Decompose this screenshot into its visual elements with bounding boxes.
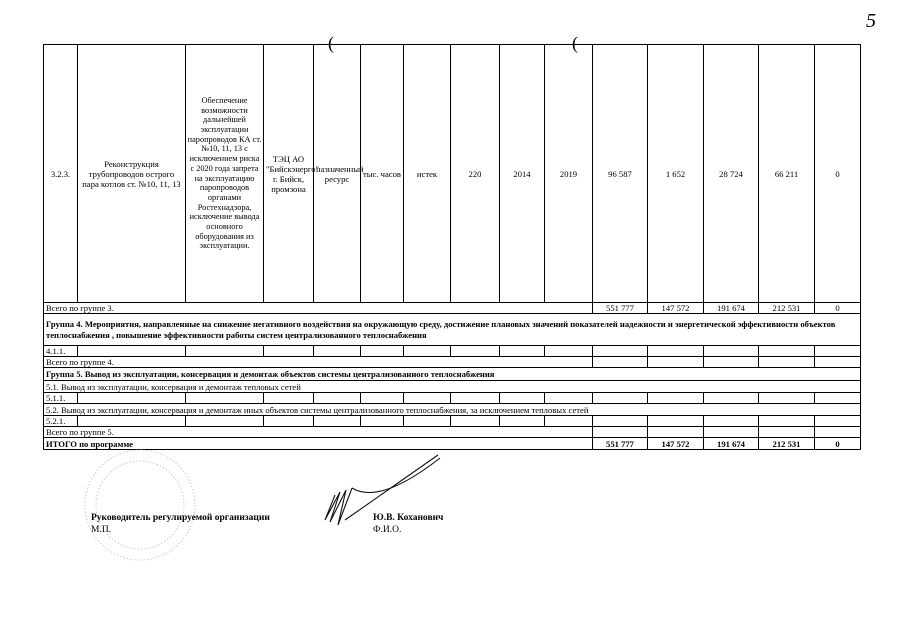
group-total-label: Всего по группе 3. — [44, 303, 593, 314]
cost-4: 0 — [815, 303, 861, 314]
cost-2: 191 674 — [704, 438, 759, 450]
indicator-status: истек — [404, 45, 451, 303]
program-total-row — [44, 438, 861, 450]
stamp-icon — [85, 450, 195, 560]
indicator-value: 220 — [451, 45, 500, 303]
project-name: Реконструкция трубопроводов острого пара котлов ст. №10, 11, 13 — [78, 45, 186, 303]
signatory-role: Руководитель регулируемой организации — [91, 513, 270, 523]
cost-3: 66 211 — [759, 45, 815, 303]
cost-2: 28 724 — [704, 45, 759, 303]
cost-2: 191 674 — [704, 303, 759, 314]
row-number: 3.2.3. — [44, 45, 78, 303]
group-header-row — [44, 314, 861, 346]
scan-mark: ( — [572, 33, 578, 53]
group-total-row — [44, 427, 861, 438]
table-row — [44, 346, 861, 357]
group-header-row — [44, 368, 861, 381]
indicator-unit: тыс. часов — [361, 45, 404, 303]
signatory-name: Ю.В. Кохановнч — [373, 513, 444, 523]
subgroup-row — [44, 404, 861, 416]
cost-total: 96 587 — [593, 45, 648, 303]
row-number: 5.1.1. — [44, 393, 78, 404]
project-purpose: Обеспечение возможности дальнейшей эксплуатации паропроводов КА ст. №10, 11, 13 с исключением риска с 2020 года запрета на эксплуатацию паропроводов органами Ростехнадзора, исключение вывода основного оборудования из эксплуатации. — [186, 45, 264, 303]
cost-3: 212 531 — [759, 303, 815, 314]
signature-icon — [325, 455, 440, 525]
group-total-row — [44, 357, 861, 368]
table-row — [44, 393, 861, 404]
indicator-name: назначенный ресурс — [314, 45, 361, 303]
subgroup-row — [44, 381, 861, 393]
cost-total: 551 777 — [593, 438, 648, 450]
cost-3: 212 531 — [759, 438, 815, 450]
project-object: ТЭЦ АО "Бийскэнерго" г. Бийск, промзона — [264, 45, 314, 303]
cost-1: 147 572 — [648, 303, 704, 314]
program-total-label: ИТОГО по программе — [44, 438, 593, 450]
cost-4: 0 — [815, 438, 861, 450]
page-number: 5 — [866, 10, 876, 32]
cost-4: 0 — [815, 45, 861, 303]
subgroup-5-1: 5.1. Вывод из эксплуатации, консервация и демонтаж тепловых сетей — [44, 381, 861, 393]
table-row — [44, 45, 861, 303]
name-caption: Ф.И.О. — [373, 525, 402, 535]
row-number: 4.1.1. — [44, 346, 78, 357]
cost-1: 1 652 — [648, 45, 704, 303]
group-total-label: Всего по группе 4. — [44, 357, 593, 368]
stamp-label: М.П. — [91, 525, 112, 535]
group-4-title: Группа 4. Мероприятия, направленные на снижение негативного воздействия на окружающую среду, достижение плановых значений показателей надежности и энергетической эффективности объектов теплоснабжения , повышение эффективности работы систем централизованного теплоснабжения — [44, 314, 861, 346]
group-total-row — [44, 303, 861, 314]
year-end: 2019 — [545, 45, 593, 303]
row-number: 5.2.1. — [44, 416, 78, 427]
year-start: 2014 — [500, 45, 545, 303]
cost-1: 147 572 — [648, 438, 704, 450]
subgroup-5-2: 5.2. Вывод из эксплуатации, консервация и демонтаж иных объектов системы централизованного теплоснабжения, за исключением тепловых сетей — [44, 404, 861, 416]
table-row — [44, 416, 861, 427]
group-5-title: Группа 5. Вывод из эксплуатации, консервация и демонтаж объектов системы централизованного теплоснабжения — [44, 368, 861, 381]
cost-total: 551 777 — [593, 303, 648, 314]
scan-mark: ( — [328, 33, 334, 53]
program-table — [43, 44, 861, 450]
group-total-label: Всего по группе 5. — [44, 427, 593, 438]
